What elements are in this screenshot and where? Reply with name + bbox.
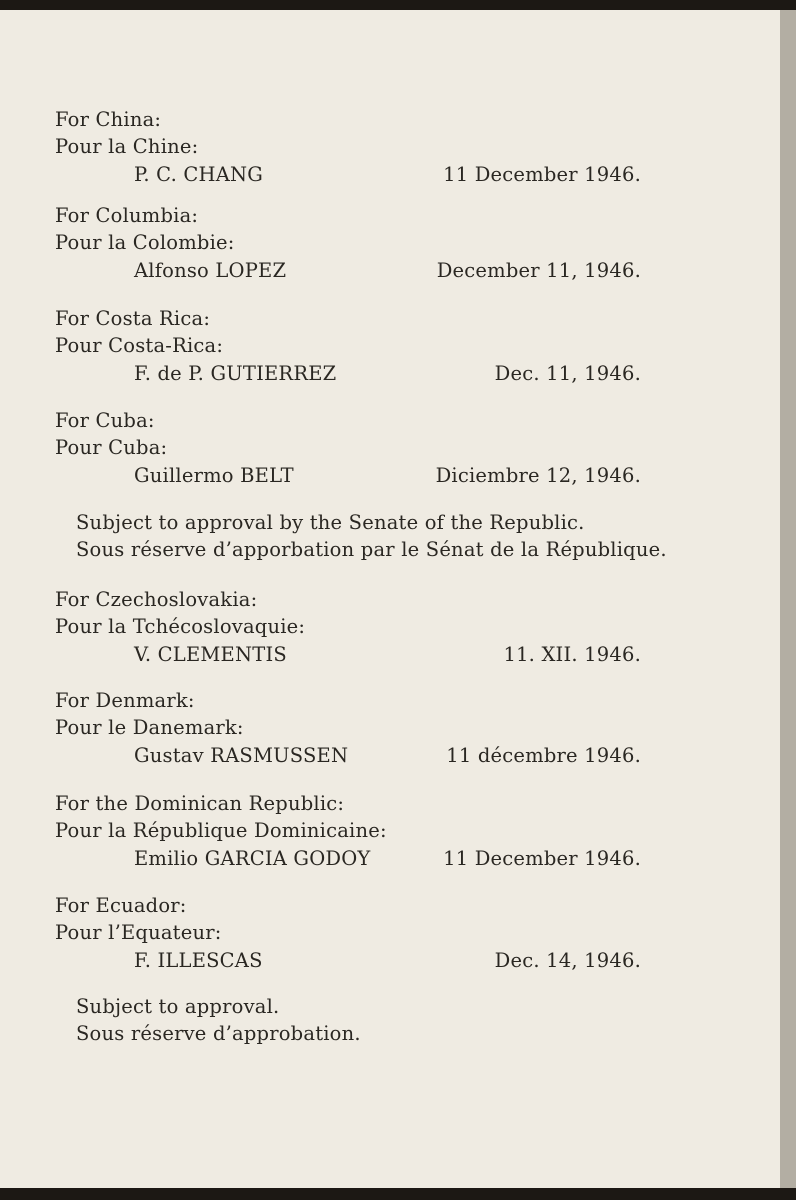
for-label-en: For the Dominican Republic:	[55, 792, 345, 815]
signatory-name: P. C. CHANG	[134, 163, 264, 186]
signature-date: 11 December 1946.	[443, 163, 641, 186]
signature-date: Dec. 11, 1946.	[494, 362, 641, 385]
page-edge	[780, 10, 796, 1188]
reservation-note-en: Subject to approval.	[76, 995, 280, 1018]
for-label-fr: Pour l’Equateur:	[55, 921, 222, 944]
reservation-note-en: Subject to approval by the Senate of the Republic.	[76, 511, 585, 534]
for-label-en: For Cuba:	[55, 409, 155, 432]
signature-date: 11. XII. 1946.	[503, 643, 641, 666]
for-label-en: For Denmark:	[55, 689, 195, 712]
signatory-name: Guillermo BELT	[134, 464, 294, 487]
for-label-fr: Pour la République Dominicaine:	[55, 819, 387, 842]
for-label-fr: Pour le Danemark:	[55, 716, 244, 739]
signatory-name: V. CLEMENTIS	[134, 643, 287, 666]
for-label-en: For Czechoslovakia:	[55, 588, 258, 611]
signature-date: December 11, 1946.	[436, 259, 641, 282]
reservation-note-fr: Sous réserve d’apporbation par le Sénat de la République.	[76, 538, 667, 561]
signatory-name: Alfonso LOPEZ	[134, 259, 287, 282]
for-label-en: For Ecuador:	[55, 894, 187, 917]
reservation-note-fr: Sous réserve d’approbation.	[76, 1022, 361, 1045]
for-label-en: For Columbia:	[55, 204, 199, 227]
signatory-name: F. de P. GUTIERREZ	[134, 362, 337, 385]
signature-date: Diciembre 12, 1946.	[435, 464, 641, 487]
signatory-name: Emilio GARCIA GODOY	[134, 847, 371, 870]
for-label-fr: Pour la Tchécoslovaquie:	[55, 615, 306, 638]
signatory-name: Gustav RASMUSSEN	[134, 744, 349, 767]
signature-date: 11 December 1946.	[443, 847, 641, 870]
signature-date: 11 décembre 1946.	[446, 744, 641, 767]
for-label-fr: Pour Cuba:	[55, 436, 168, 459]
for-label-en: For China:	[55, 108, 162, 131]
for-label-fr: Pour Costa-Rica:	[55, 334, 224, 357]
signatory-name: F. ILLESCAS	[134, 949, 263, 972]
for-label-fr: Pour la Colombie:	[55, 231, 235, 254]
for-label-fr: Pour la Chine:	[55, 135, 199, 158]
document-page	[0, 10, 780, 1188]
signature-date: Dec. 14, 1946.	[494, 949, 641, 972]
for-label-en: For Costa Rica:	[55, 307, 211, 330]
